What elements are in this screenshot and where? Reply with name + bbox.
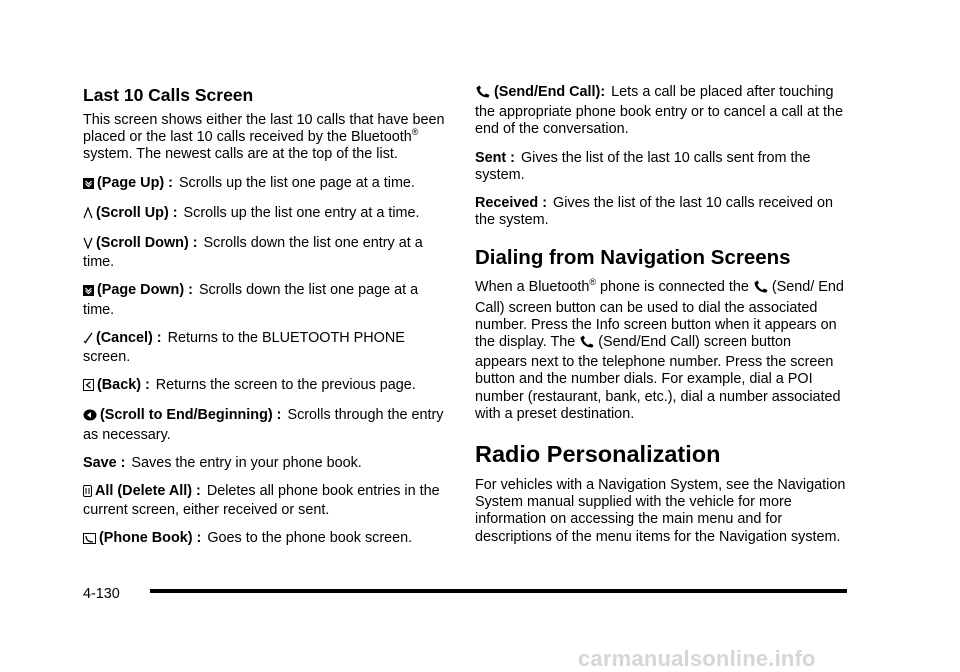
delete-icon	[83, 485, 92, 502]
section-heading-dialing: Dialing from Navigation Screens	[475, 246, 791, 270]
left-term: (Scroll to End/Beginning) :	[100, 407, 282, 424]
left-description: Scrolls down the list one entry at a time.	[83, 235, 423, 271]
left-item	[83, 175, 448, 194]
right-term: Sent :	[475, 149, 515, 166]
right-column	[475, 84, 847, 557]
left-item	[83, 377, 448, 396]
left-description: Returns to the BLUETOOTH PHONE screen.	[83, 329, 405, 366]
send-end-call-icon	[753, 280, 769, 299]
scroll-up-icon	[83, 207, 93, 224]
section-heading-radio-personalization: Radio Personalization	[475, 441, 721, 468]
right-item	[475, 84, 847, 139]
call-button-description-list	[475, 84, 847, 229]
page-up-icon	[83, 177, 94, 194]
footer-rule	[150, 589, 847, 593]
dialing-paragraph: When a Bluetooth® phone is connected the (Send/ End Call) screen button can be used to dial the associated number. Press the Info screen button when it appears on the display. The (Send/End Call) screen button appears next to the telephone number. Press the screen button and the number dials. For example, dial a POI number (restaurant, bank, etc.), dial a number associated with a preset destination.	[475, 277, 844, 422]
left-item	[83, 235, 448, 271]
left-term: (Cancel) :	[96, 329, 162, 346]
registered-mark: ®	[589, 277, 597, 288]
left-item	[83, 407, 448, 443]
right-item	[475, 150, 847, 184]
left-term: (Back) :	[97, 377, 150, 394]
back-icon	[83, 379, 94, 396]
section-heading-last-10-calls: Last 10 Calls Screen	[83, 85, 254, 105]
button-description-list	[83, 175, 448, 550]
phone-book-icon	[83, 532, 96, 549]
cancel-icon	[83, 332, 93, 349]
left-item	[83, 530, 448, 549]
intro-paragraph: This screen shows either the last 10 calls that have been placed or the last 10 calls received by the Bluetooth® system. The newest calls are at the top of the list.	[83, 112, 445, 163]
page-down-icon	[83, 284, 94, 301]
left-item	[83, 282, 448, 318]
left-column	[83, 84, 448, 561]
scroll-down-icon	[83, 237, 93, 254]
left-term: (Phone Book) :	[99, 530, 202, 547]
left-term: (Scroll Down) :	[96, 235, 198, 252]
left-term: (Page Down) :	[97, 282, 193, 299]
left-item	[83, 455, 448, 472]
watermark: carmanualsonline.info	[578, 646, 816, 671]
left-term: (Scroll Up) :	[96, 204, 178, 221]
right-description: Gives the list of the last 10 calls received on the system.	[475, 195, 833, 229]
left-item	[83, 483, 448, 519]
left-term: Save :	[83, 454, 126, 471]
registered-mark: ®	[411, 127, 419, 138]
radio-paragraph: For vehicles with a Navigation System, see the Navigation System manual supplied with the vehicle for more information on accessing the main menu and for descriptions of the menu items for the Navigation system.	[475, 477, 846, 545]
left-item	[83, 205, 448, 224]
left-term: (Page Up) :	[97, 174, 173, 191]
left-description: Returns the screen to the previous page.	[155, 377, 416, 394]
scroll-end-icon	[83, 409, 97, 426]
left-description: Goes to the phone book screen.	[207, 530, 413, 547]
left-description: Scrolls down the list one page at a time.	[83, 282, 419, 318]
right-description: Gives the list of the last 10 calls sent from the system.	[475, 149, 811, 183]
right-term: Received :	[475, 195, 547, 212]
left-term: All (Delete All) :	[95, 483, 201, 500]
left-description: Scrolls up the list one entry at a time.	[183, 204, 420, 221]
left-description: Scrolls through the entry as necessary.	[83, 407, 444, 443]
left-item	[83, 330, 448, 366]
right-term: (Send/End Call):	[494, 84, 606, 100]
left-description: Deletes all phone book entries in the current screen, either received or sent.	[83, 483, 440, 519]
send-end-call-icon	[475, 85, 491, 104]
send-end-call-icon	[579, 335, 595, 354]
right-description: Lets a call be placed after touching the appropriate phone book entry or to cancel a call at the end of the conversation.	[475, 84, 844, 138]
page-number: 4-130	[83, 586, 120, 602]
left-description: Saves the entry in your phone book.	[131, 454, 362, 471]
right-item	[475, 195, 847, 229]
left-description: Scrolls up the list one page at a time.	[178, 174, 415, 191]
